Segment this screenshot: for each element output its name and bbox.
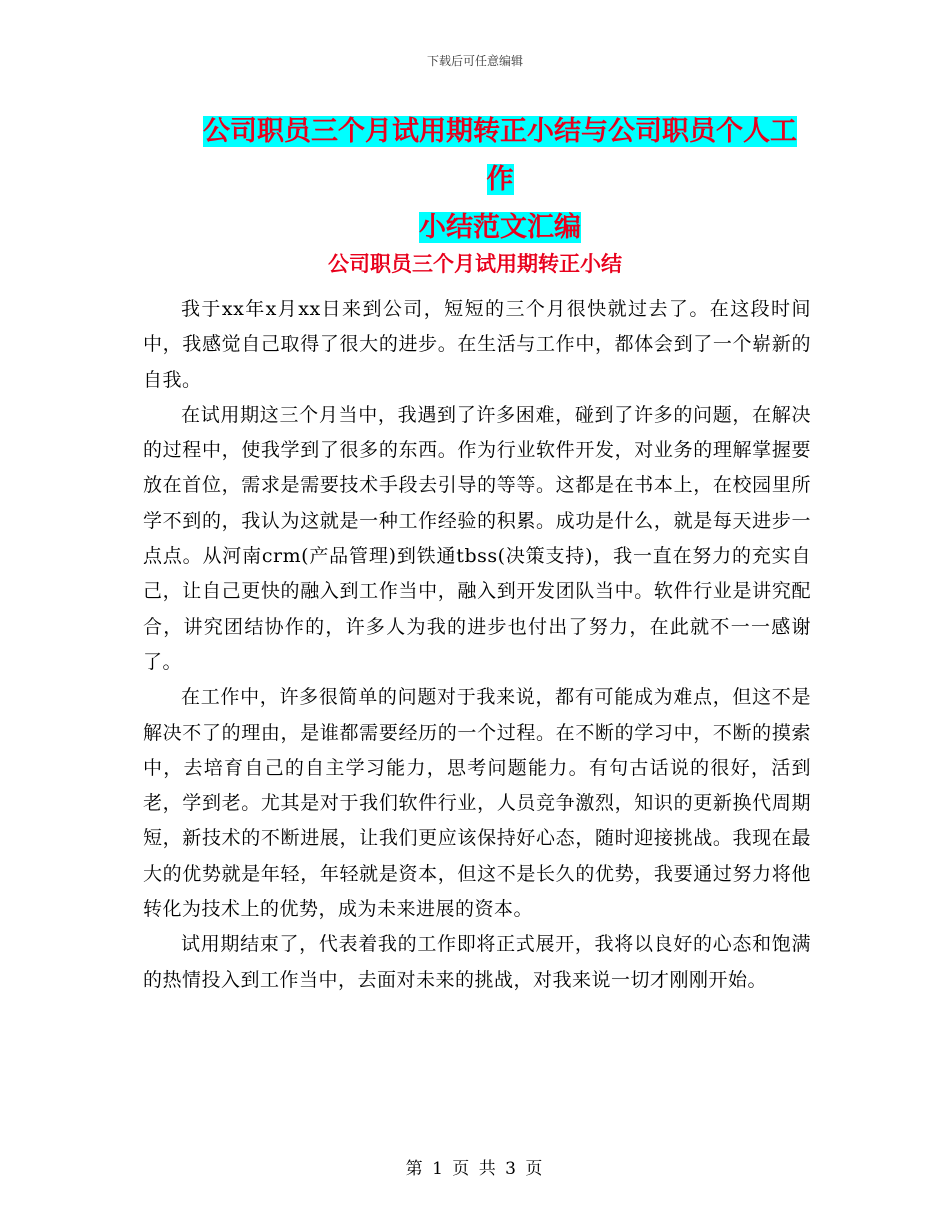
document-title-line-1: 公司职员三个月试用期转正小结与公司职员个人工作 <box>203 116 797 195</box>
header-note: 下载后可任意编辑 <box>426 54 523 68</box>
paragraph: 试用期结束了，代表着我的工作即将正式展开，我将以良好的心态和饱满的热情投入到工作当中，去面对未来的挑战，对我来说一切才刚刚开始。 <box>143 933 811 991</box>
paragraph: 在试用期这三个月当中，我遇到了许多困难，碰到了许多的问题，在解决的过程中，使我学到了很多的东西。作为行业软件开发，对业务的理解掌握要放在首位，需求是需要技术手段去引导的等等。这都是在书本上，在校园里所学不到的，我认为这就是一种工作经验的积累。成功是什么，就是每天进步一点点。从河南crm(产品管理)到铁通tbss(决策支持)，我一直在努力的充实自己，让自己更快的融入到工作当中，融入到开发团队当中。软件行业是讲究配合，讲究团结协作的，许多人为我的进步也付出了努力，在此就不一一感谢了。 <box>143 403 811 673</box>
paragraph: 我于xx年x月xx日来到公司，短短的三个月很快就过去了。在这段时间中，我感觉自己取得了很大的进步。在生活与工作中，都体会到了一个崭新的自我。 <box>143 298 811 391</box>
document-title <box>190 108 810 252</box>
paragraph: 在工作中，许多很简单的问题对于我来说，都有可能成为难点，但这不是解决不了的理由，是谁都需要经历的一个过程。在不断的学习中，不断的摸索中，去培育自己的自主学习能力，思考问题能力。有句古话说的很好，活到老，学到老。尤其是对于我们软件行业，人员竞争激烈，知识的更新换代周期短，新技术的不断进展，让我们更应该保持好心态，随时迎接挑战。我现在最大的优势就是年轻，年轻就是资本，但这不是长久的优势，我要通过努力将他转化为技术上的优势，成为未来进展的资本。 <box>143 686 811 921</box>
page-footer: 第 1 页 共 3 页 <box>405 1159 545 1179</box>
section-title: 公司职员三个月试用期转正小结 <box>328 252 622 276</box>
document-title-line-2: 小结范文汇编 <box>419 212 581 243</box>
body-text <box>143 292 811 998</box>
